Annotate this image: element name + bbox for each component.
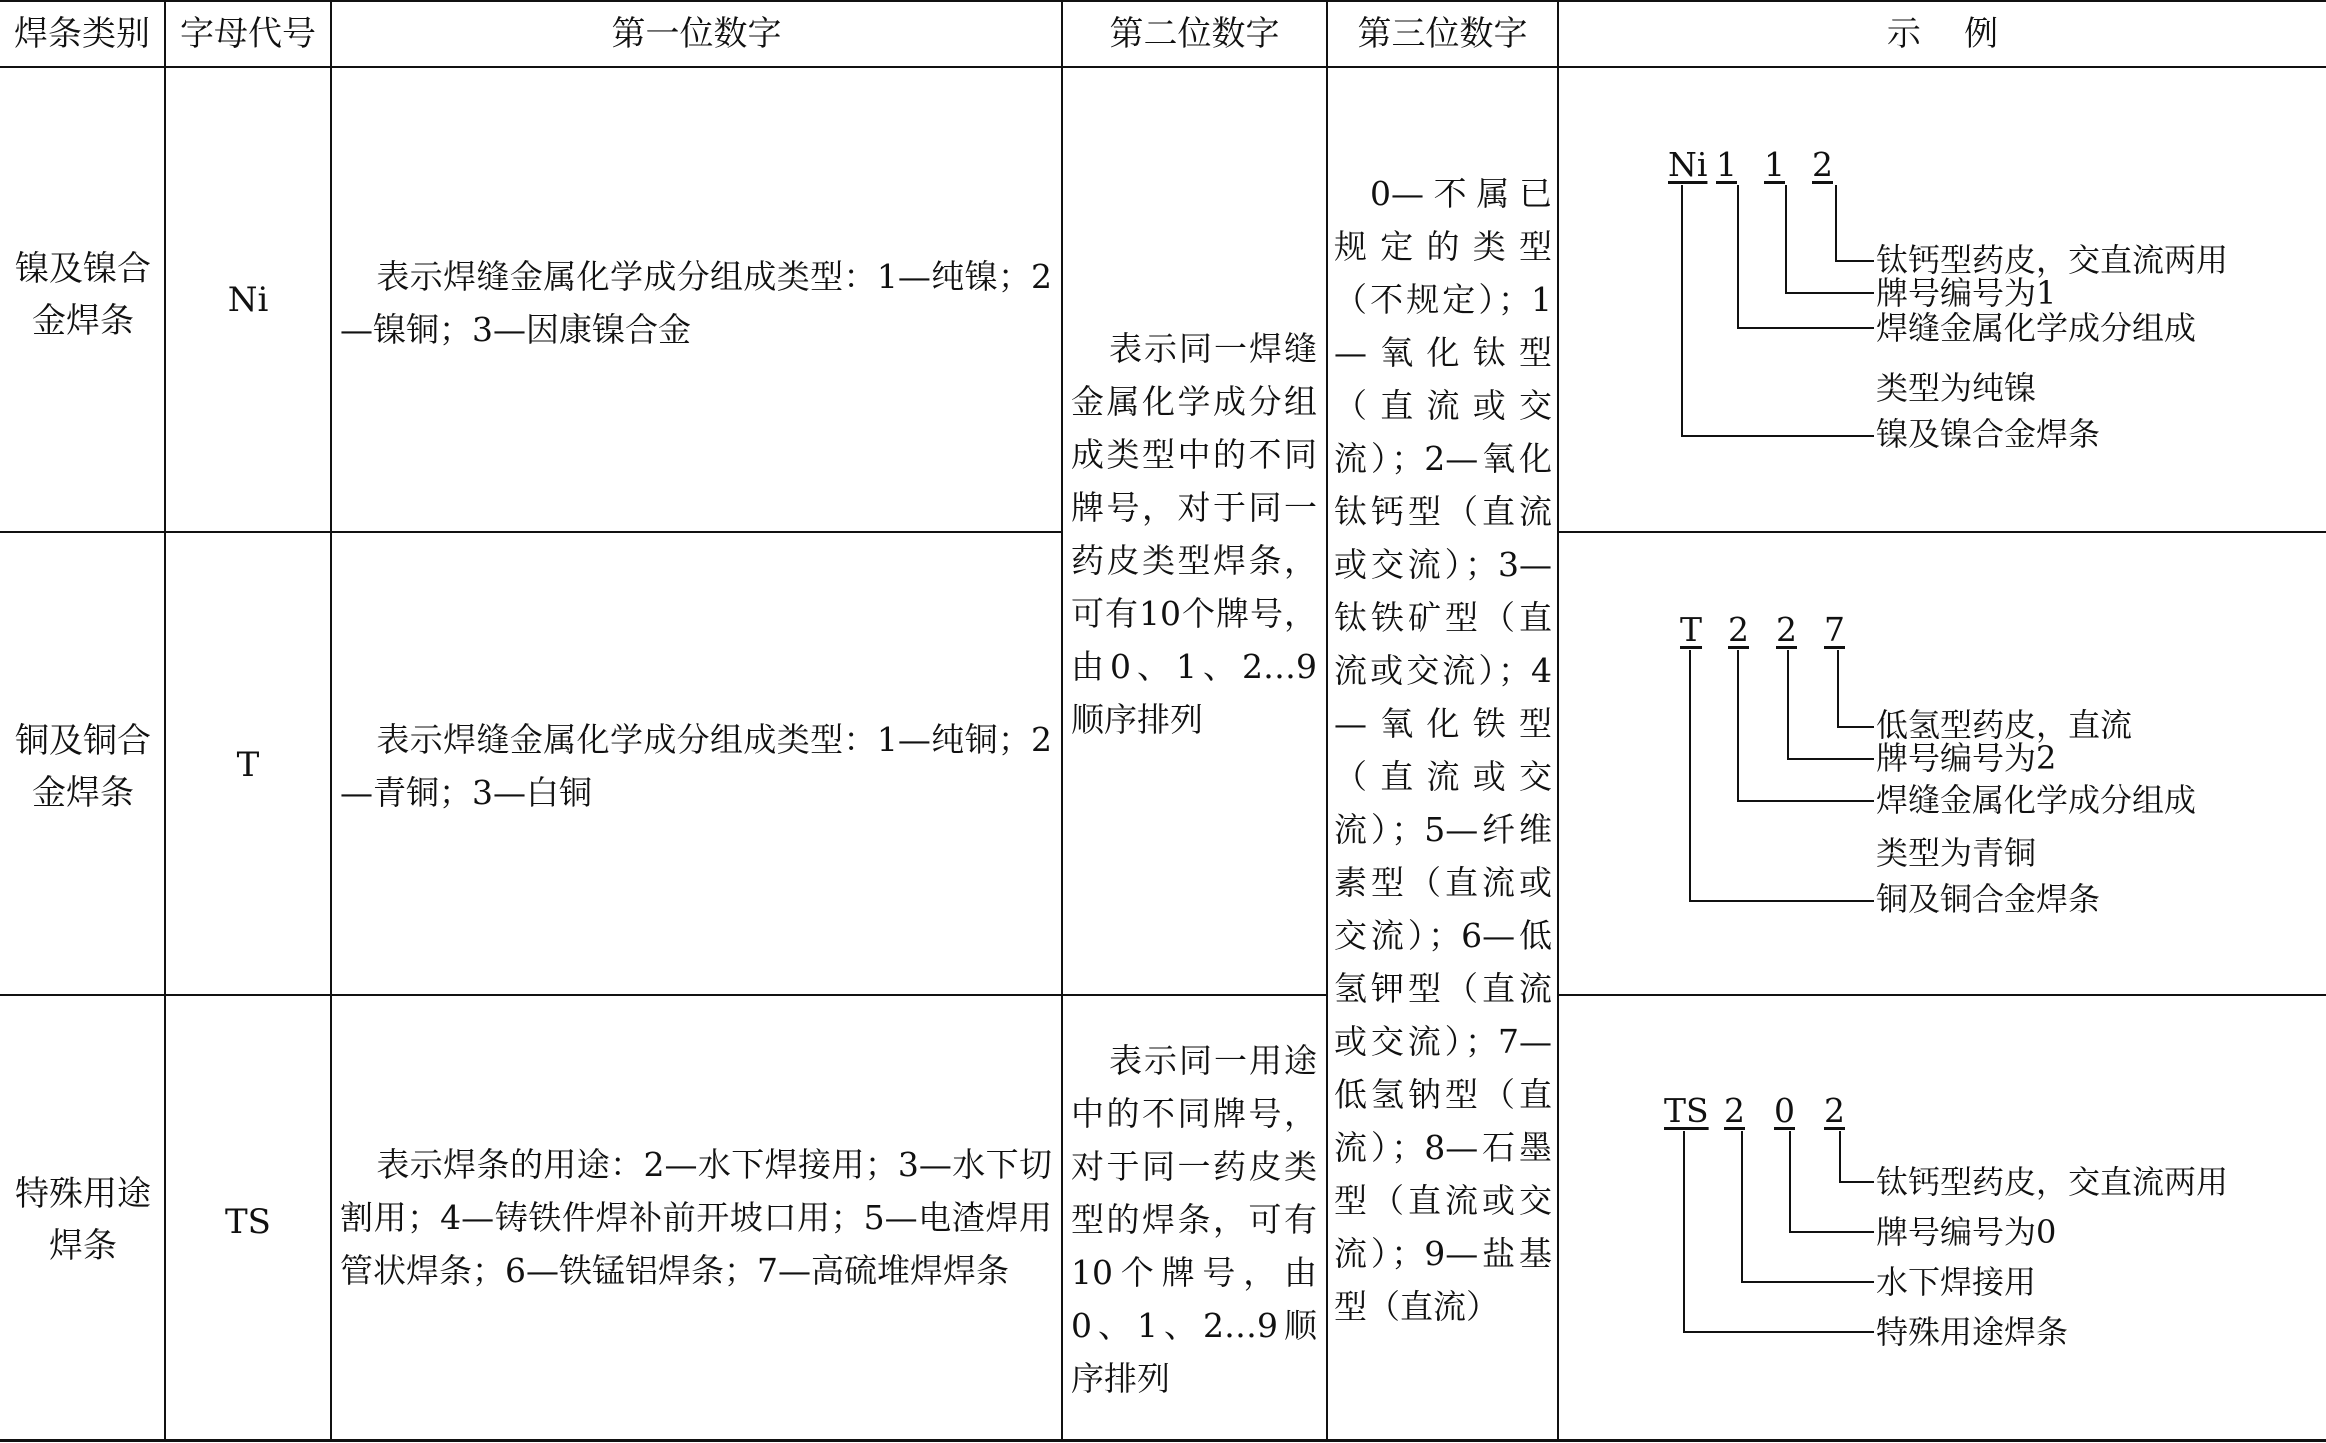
- table-bottom-rule: [0, 1439, 2326, 1442]
- category-special: 特殊用途焊条: [15, 1174, 151, 1266]
- example-label-1: 钛钙型药皮，交直流两用: [1876, 241, 2229, 279]
- col-divider-2: [330, 0, 332, 1442]
- header-example: 示 例: [1886, 14, 1999, 54]
- code-part-type: Ni: [1668, 145, 1708, 184]
- code-special: TS: [225, 1202, 271, 1242]
- header-first-digit: 第一位数字: [611, 14, 782, 54]
- code-part-type: TS: [1664, 1091, 1709, 1130]
- header-rule: [0, 66, 2326, 68]
- category-nickel: 镍及镍合金焊条: [15, 249, 151, 341]
- example-label-3: 水下焊接用: [1876, 1263, 2037, 1301]
- code-nickel: Ni: [227, 280, 269, 320]
- first-digit-special: 表示焊条的用途：2—水下焊接用；3—水下切割用；4—铸铁件焊补前开坡口用；5—电渣焊用管状焊条；6—铁锰铝焊条；7—高硫堆焊焊条: [340, 1145, 1052, 1290]
- third-digit-desc: 0—不属已规定的类型（不规定）；1—氧化钛型（直流或交流）；2—氧化钛钙型（直流或交流）；3—钛铁矿型（直流或交流）；4—氧化铁型（直流或交流）；5—纤维素型（直流或交流）；6—低氢钾型（直流或交流）；7—低氢钠型（直流）；8—石墨型（直流或交流）；9—盐基型（直流）: [1334, 174, 1552, 1326]
- code-part-2: 2: [1776, 610, 1797, 649]
- category-copper: 铜及铜合金焊条: [15, 721, 151, 813]
- example-label-5: 镍及镍合金焊条: [1876, 415, 2101, 453]
- header-second-digit: 第二位数字: [1109, 14, 1280, 54]
- code-copper: T: [236, 745, 260, 785]
- example-label-2: 牌号编号为2: [1876, 739, 2057, 777]
- example-label-4: 类型为纯镍: [1876, 369, 2037, 407]
- example-label-3: 焊缝金属化学成分组成: [1876, 309, 2197, 347]
- col-divider-3: [1061, 0, 1063, 1442]
- row-divider-2b: [1558, 994, 2326, 996]
- code-part-2: 0: [1774, 1091, 1795, 1130]
- code-part-1: 2: [1724, 1091, 1745, 1130]
- row-divider-1a: [0, 531, 1063, 533]
- example-label-2: 牌号编号为0: [1876, 1213, 2057, 1251]
- header-letter-code: 字母代号: [180, 14, 316, 54]
- code-part-1: 1: [1716, 145, 1737, 184]
- example-label-4: 特殊用途焊条: [1876, 1313, 2069, 1351]
- example-label-1: 低氢型药皮，直流: [1876, 706, 2133, 744]
- second-digit-special: 表示同一用途中的不同牌号，对于同一药皮类型的焊条，可有10个牌号，由0、1、2…9顺序排列: [1071, 1041, 1317, 1398]
- example-label-2: 牌号编号为1: [1876, 274, 2057, 312]
- example-label-3: 焊缝金属化学成分组成: [1876, 781, 2197, 819]
- header-category: 焊条类别: [14, 14, 150, 54]
- col-divider-4: [1326, 0, 1328, 1442]
- example-label-1: 钛钙型药皮，交直流两用: [1876, 1163, 2229, 1201]
- code-part-3: 2: [1824, 1091, 1845, 1130]
- code-part-3: 7: [1824, 610, 1845, 649]
- code-part-type: T: [1680, 610, 1703, 649]
- first-digit-nickel: 表示焊缝金属化学成分组成类型：1—纯镍；2—镍铜；3—因康镍合金: [340, 257, 1052, 349]
- header-third-digit: 第三位数字: [1357, 14, 1528, 54]
- code-part-1: 2: [1728, 610, 1749, 649]
- code-part-2: 1: [1764, 145, 1785, 184]
- col-divider-5: [1557, 0, 1559, 1442]
- second-digit-shared: 表示同一焊缝金属化学成分组成类型中的不同牌号，对于同一药皮类型焊条，可有10个牌号，由0、1、2…9顺序排列: [1071, 329, 1317, 739]
- row-divider-2a: [0, 994, 1328, 996]
- example-label-4: 类型为青铜: [1876, 834, 2037, 872]
- code-part-3: 2: [1812, 145, 1833, 184]
- first-digit-copper: 表示焊缝金属化学成分组成类型：1—纯铜；2—青铜；3—白铜: [340, 720, 1052, 812]
- row-divider-1b: [1558, 531, 2326, 533]
- example-label-5: 铜及铜合金焊条: [1876, 880, 2101, 918]
